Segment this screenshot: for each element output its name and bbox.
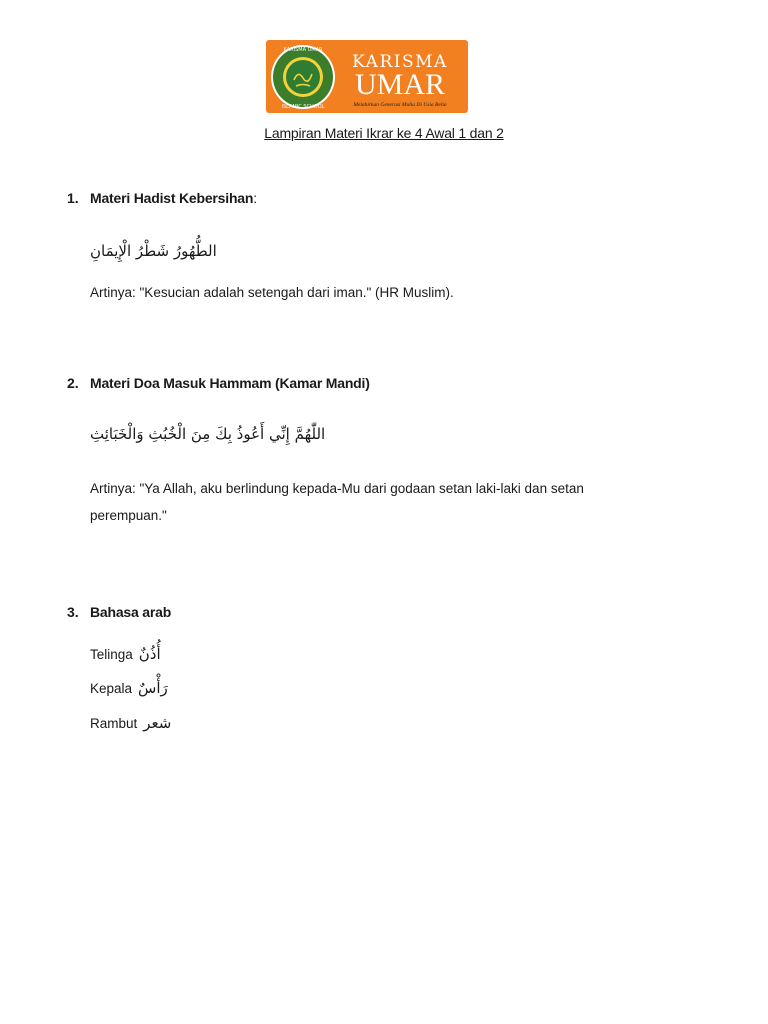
doa-meaning: Artinya: "Ya Allah, aku berlindung kepada-Mu dari godaan setan laki-laki dan setan perempuan." xyxy=(90,481,584,523)
vocab-word: Telinga xyxy=(90,647,133,662)
arabic-hadith: الطُّهُورُ شَطْرُ الْإِيمَانِ xyxy=(90,242,217,260)
vocab-arabic: أُذُنٌ xyxy=(138,645,161,663)
vocab-word: Kepala xyxy=(90,681,133,696)
seal-bottom-text: ISLAMIC SCHOOL xyxy=(281,104,325,110)
section-heading-text: Materi Hadist Kebersihan xyxy=(90,190,254,206)
brand-top-text: KARISMA xyxy=(352,52,448,72)
seal-top-text: KARISMA UMAR xyxy=(283,47,323,53)
vocab-item xyxy=(90,714,171,732)
section-heading: Materi Doa Masuk Hammam (Kamar Mandi) xyxy=(90,375,370,391)
heading-colon: : xyxy=(253,190,257,206)
logo-graphic xyxy=(266,40,468,113)
vocab-item xyxy=(90,679,168,697)
school-logo xyxy=(266,40,468,113)
vocab-arabic: شعر xyxy=(143,714,172,732)
vocab-word: Rambut xyxy=(90,716,138,731)
section-number: 1. xyxy=(67,190,79,206)
document-title: Lampiran Materi Ikrar ke 4 Awal 1 dan 2 xyxy=(264,125,504,141)
hadith-meaning: Artinya: "Kesucian adalah setengah dari iman." (HR Muslim). xyxy=(90,285,454,300)
vocab-arabic: رَأْسٌ xyxy=(138,679,168,697)
section-number: 3. xyxy=(67,604,79,620)
section-number: 2. xyxy=(67,375,79,391)
arabic-doa: اللّٰهُمَّ إِنِّي أَعُوذُ بِكَ مِنَ الْخُبُثِ وَالْخَبَائِثِ xyxy=(90,425,326,443)
section-heading xyxy=(90,190,257,206)
section-heading: Bahasa arab xyxy=(90,604,172,620)
brand-main-text: UMAR xyxy=(354,68,446,101)
brand-tagline-text: Melahirkan Generasi Mulia Di Usia Belia xyxy=(353,102,447,108)
vocab-item xyxy=(90,645,161,663)
